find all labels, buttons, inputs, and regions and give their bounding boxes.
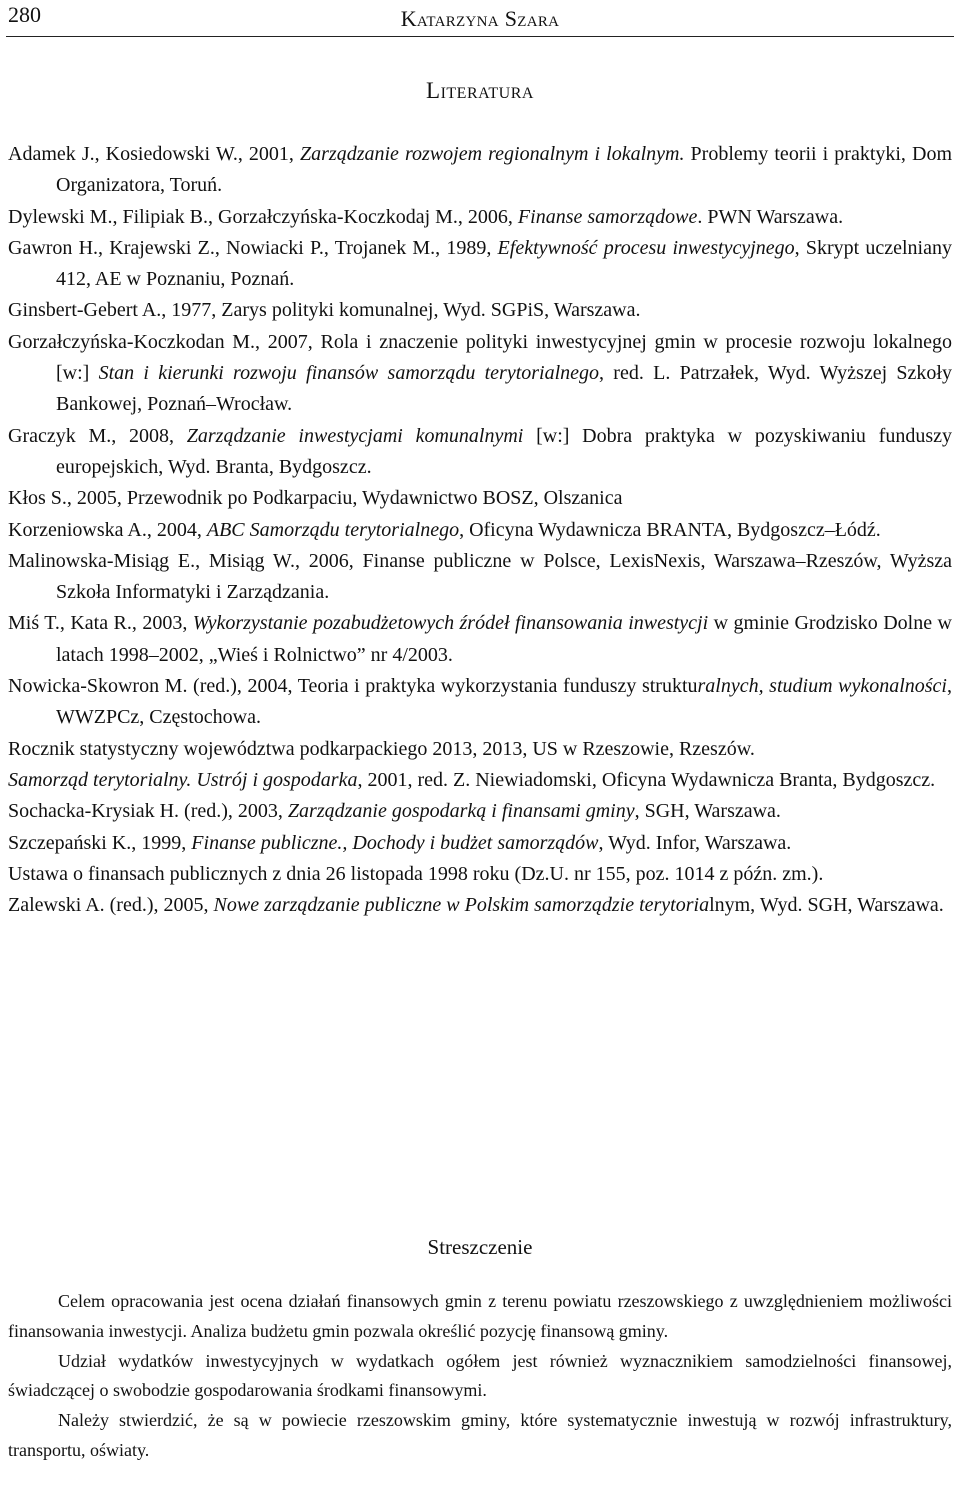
bibliography-entry: Sochacka-Krysiak H. (red.), 2003, Zarządzanie gospodarką i finansami gminy, SGH, Warszawa. xyxy=(8,800,781,823)
summary-title: Streszczenie xyxy=(427,1235,533,1259)
bibliography-entry: Gawron H., Krajewski Z., Nowiacki P., Trojanek M., 1989, Efektywność procesu inwestycyjnego, Skrypt uczelniany 412, AE w Poznaniu, Poznań. xyxy=(8,236,952,291)
bibliography-entry: Dylewski M., Filipiak B., Gorzałczyńska-Koczkodaj M., 2006, Finanse samorządowe. PWN Warszawa. xyxy=(8,205,844,228)
page-number: 280 xyxy=(8,2,41,27)
section-title: Literatura xyxy=(426,78,534,103)
bibliography-list xyxy=(8,139,952,921)
bibliography-entry: Adamek J., Kosiedowski W., 2001, Zarządzanie rozwojem regionalnym i lokalnym. Problemy teorii i praktyki, Dom Organizatora, Toruń. xyxy=(8,143,953,197)
bibliography-entry: Malinowska-Misiąg E., Misiąg W., 2006, Finanse publiczne w Polsce, LexisNexis, Warszawa–Rzeszów, Wyższa Szkoła Informatyki i Zarządzania. xyxy=(8,549,952,604)
bibliography-entry: Zalewski A. (red.), 2005, Nowe zarządzanie publiczne w Polskim samorządzie terytorialnym, Wyd. SGH, Warszawa. xyxy=(8,894,944,917)
running-head-author: Katarzyna Szara xyxy=(400,6,560,31)
summary-paragraph: Celem opracowania jest ocena działań finansowych gmin z terenu powiatu rzeszowskiego z uwzględnieniem możliwości finansowania inwestycji. Analiza budżetu gmin pozwala określić pozycję finansową gminy. xyxy=(8,1291,952,1341)
bibliography-entry: Kłos S., 2005, Przewodnik po Podkarpaciu, Wydawnictwo BOSZ, Olszanica xyxy=(8,487,623,510)
bibliography-entry: Ginsbert-Gebert A., 1977, Zarys polityki komunalnej, Wyd. SGPiS, Warszawa. xyxy=(8,299,641,322)
bibliography-entry: Korzeniowska A., 2004, ABC Samorządu terytorialnego, Oficyna Wydawnicza BRANTA, Bydgoszcz–Łódź. xyxy=(8,518,881,541)
bibliography-entry: Szczepański K., 1999, Finanse publiczne., Dochody i budżet samorządów, Wyd. Infor, Warszawa. xyxy=(8,831,792,854)
bibliography-entry: Graczyk M., 2008, Zarządzanie inwestycjami komunalnymi [w:] Dobra praktyka w pozyskiwaniu funduszy europejskich, Wyd. Branta, Bydgoszcz. xyxy=(8,424,952,478)
summary-paragraph: Udział wydatków inwestycyjnych w wydatkach ogółem jest również wyznacznikiem samodzielności finansowej, świadczącej o swobodzie gospodarowania środkami finansowymi. xyxy=(8,1350,952,1401)
bibliography-entry: Samorząd terytorialny. Ustrój i gospodarka, 2001, red. Z. Niewiadomski, Oficyna Wydawnicza Branta, Bydgoszcz. xyxy=(8,768,936,791)
summary-paragraph: Należy stwierdzić, że są w powiecie rzeszowskim gminy, które systematycznie inwestują w rozwój infrastruktury, transportu, oświaty. xyxy=(8,1410,952,1460)
bibliography-entry: Rocznik statystyczny województwa podkarpackiego 2013, 2013, US w Rzeszowie, Rzeszów. xyxy=(8,737,755,760)
bibliography-entry: Gorzałczyńska-Koczkodan M., 2007, Rola i znaczenie polityki inwestycyjnej gmin w procesie rozwoju lokalnego [w:] Stan i kierunki rozwoju finansów samorządu terytorialnego, red. L. Patrzałek, Wyd. Wyższej Szkoły Bankowej, Poznań–Wrocław. xyxy=(8,330,952,416)
bibliography-entry: Ustawa o finansach publicznych z dnia 26 listopada 1998 roku (Dz.U. nr 155, poz. 1014 z późn. zm.). xyxy=(8,862,824,885)
bibliography-entry: Nowicka-Skowron M. (red.), 2004, Teoria i praktyka wykorzystania funduszy strukturalnych, studium wykonalności, WWZPCz, Częstochowa. xyxy=(8,675,952,729)
running-header xyxy=(6,0,954,37)
bibliography-entry: Miś T., Kata R., 2003, Wykorzystanie pozabudżetowych źródeł finansowania inwestycji w gminie Grodzisko Dolne w latach 1998–2002, „Wieś i Rolnictwo” nr 4/2003. xyxy=(8,612,952,666)
summary-body xyxy=(8,1287,952,1466)
